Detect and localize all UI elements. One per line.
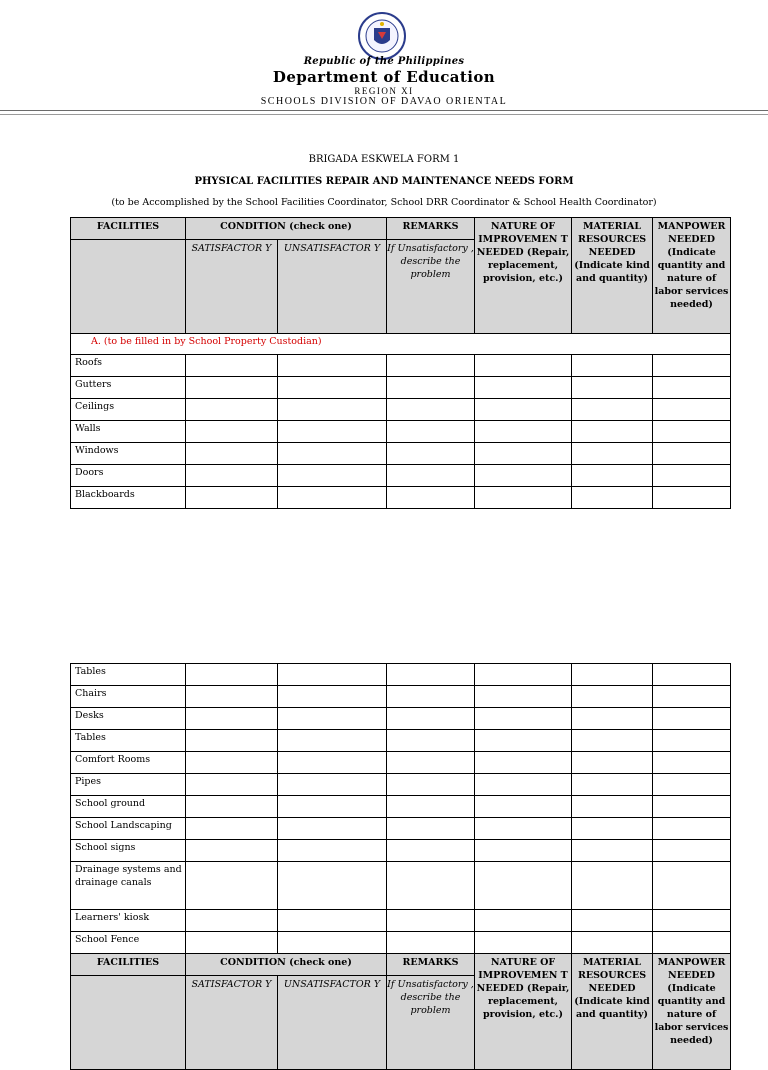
cell-input[interactable] [278,708,387,730]
cell-input[interactable] [387,465,475,487]
cell-input[interactable] [387,708,475,730]
section-a-label: A. (to be filled in by School Property Custodian) [71,334,731,355]
cell-input[interactable] [572,708,653,730]
facility-item: Walls [71,421,186,443]
letterhead-republic: Republic of the Philippines [303,56,465,67]
cell-input[interactable] [653,932,731,954]
cell-input[interactable] [572,752,653,774]
cell-input[interactable] [186,910,278,932]
cell-input[interactable] [653,421,731,443]
facility-item: Drainage systems and drainage canals [71,862,186,910]
cell-input[interactable] [475,910,572,932]
cell-input[interactable] [475,443,572,465]
header-facilities-blank [71,240,186,334]
cell-input[interactable] [387,910,475,932]
cell-input[interactable] [387,818,475,840]
header-remarks-sub: If Unsatisfactory , describe the problem [387,240,475,334]
cell-input[interactable] [278,752,387,774]
cell-input[interactable] [387,730,475,752]
cell-input[interactable] [278,932,387,954]
form-name: BRIGADA ESKWELA FORM 1 [308,154,460,165]
header-remarks-sub: If Unsatisfactory , describe the problem [387,976,475,1070]
header-remarks: REMARKS [387,954,475,976]
facility-item: Roofs [71,355,186,377]
header-remarks: REMARKS [387,218,475,240]
cell-input[interactable] [186,752,278,774]
cell-input[interactable] [572,774,653,796]
cell-input[interactable] [475,377,572,399]
cell-input[interactable] [572,686,653,708]
letterhead-division: SCHOOLS DIVISION OF DAVAO ORIENTAL [260,96,508,107]
cell-input[interactable] [653,818,731,840]
cell-input[interactable] [186,465,278,487]
cell-input[interactable] [653,443,731,465]
facility-item: School Fence [71,932,186,954]
header-satisfactory: SATISFACTOR Y [186,240,278,334]
cell-input[interactable] [572,399,653,421]
form-subtitle: (to be Accomplished by the School Facilities Coordinator, School DRR Coordinator & School Health Coordinator) [111,197,657,208]
cell-input[interactable] [572,443,653,465]
cell-input[interactable] [475,421,572,443]
header-condition: CONDITION (check one) [186,954,387,976]
cell-input[interactable] [186,730,278,752]
deped-seal-icon [349,12,415,60]
facility-item: Gutters [71,377,186,399]
cell-input[interactable] [475,774,572,796]
cell-input[interactable] [278,664,387,686]
facility-item: Comfort Rooms [71,752,186,774]
cell-input[interactable] [278,487,387,509]
cell-input[interactable] [186,840,278,862]
cell-input[interactable] [278,355,387,377]
cell-input[interactable] [387,487,475,509]
cell-input[interactable] [278,443,387,465]
cell-input[interactable] [653,399,731,421]
cell-input[interactable] [278,399,387,421]
cell-input[interactable] [387,443,475,465]
facility-item: Blackboards [71,487,186,509]
header-nature: NATURE OF IMPROVEMEN T NEEDED (Repair, replacement, provision, etc.) [475,218,572,334]
cell-input[interactable] [572,796,653,818]
header-material: MATERIAL RESOURCES NEEDED (Indicate kind and quantity) [572,954,653,1070]
cell-input[interactable] [475,708,572,730]
header-satisfactory: SATISFACTOR Y [186,976,278,1070]
cell-input[interactable] [186,443,278,465]
header-facilities-blank [71,976,186,1070]
cell-input[interactable] [186,862,278,910]
facilities-table-page-1 [70,217,731,509]
cell-input[interactable] [572,818,653,840]
cell-input[interactable] [186,355,278,377]
cell-input[interactable] [387,774,475,796]
facility-item: Doors [71,465,186,487]
header-unsatisfactory: UNSATISFACTOR Y [278,976,387,1070]
cell-input[interactable] [572,377,653,399]
cell-input[interactable] [278,862,387,910]
cell-input[interactable] [278,818,387,840]
cell-input[interactable] [572,862,653,910]
cell-input[interactable] [186,399,278,421]
cell-input[interactable] [653,465,731,487]
facility-item: School Landscaping [71,818,186,840]
header-rule [0,110,768,111]
facility-item: School signs [71,840,186,862]
cell-input[interactable] [475,355,572,377]
cell-input[interactable] [475,730,572,752]
cell-input[interactable] [186,377,278,399]
cell-input[interactable] [186,686,278,708]
cell-input[interactable] [475,752,572,774]
cell-input[interactable] [572,932,653,954]
cell-input[interactable] [387,686,475,708]
cell-input[interactable] [572,730,653,752]
facility-item: Tables [71,730,186,752]
header-manpower: MANPOWER NEEDED (Indicate quantity and nature of labor services needed) [653,218,731,334]
cell-input[interactable] [186,487,278,509]
cell-input[interactable] [653,355,731,377]
cell-input[interactable] [186,818,278,840]
header-material: MATERIAL RESOURCES NEEDED (Indicate kind and quantity) [572,218,653,334]
cell-input[interactable] [186,774,278,796]
cell-input[interactable] [387,377,475,399]
cell-input[interactable] [387,355,475,377]
cell-input[interactable] [475,686,572,708]
letterhead-department: Department of Education [272,68,496,86]
cell-input[interactable] [475,840,572,862]
cell-input[interactable] [278,840,387,862]
cell-input[interactable] [475,487,572,509]
cell-input[interactable] [387,840,475,862]
cell-input[interactable] [653,708,731,730]
cell-input[interactable] [572,910,653,932]
cell-input[interactable] [387,932,475,954]
cell-input[interactable] [186,421,278,443]
header-facilities: FACILITIES [71,218,186,240]
cell-input[interactable] [475,862,572,910]
cell-input[interactable] [653,664,731,686]
cell-input[interactable] [653,796,731,818]
header-facilities: FACILITIES [71,954,186,976]
cell-input[interactable] [387,399,475,421]
cell-input[interactable] [653,840,731,862]
cell-input[interactable] [572,487,653,509]
cell-input[interactable] [653,862,731,910]
header-condition: CONDITION (check one) [186,218,387,240]
cell-input[interactable] [475,932,572,954]
cell-input[interactable] [475,796,572,818]
facility-item: School ground [71,796,186,818]
header-manpower: MANPOWER NEEDED (Indicate quantity and nature of labor services needed) [653,954,731,1070]
cell-input[interactable] [278,774,387,796]
cell-input[interactable] [572,355,653,377]
facility-item: Chairs [71,686,186,708]
cell-input[interactable] [475,399,572,421]
facility-item: Desks [71,708,186,730]
cell-input[interactable] [186,796,278,818]
cell-input[interactable] [278,796,387,818]
cell-input[interactable] [653,377,731,399]
cell-input[interactable] [186,708,278,730]
cell-input[interactable] [186,932,278,954]
cell-input[interactable] [572,465,653,487]
cell-input[interactable] [475,818,572,840]
letterhead [0,0,768,118]
cell-input[interactable] [653,774,731,796]
letterhead-region: REGION XI [354,86,414,96]
cell-input[interactable] [278,910,387,932]
cell-input[interactable] [572,840,653,862]
cell-input[interactable] [387,862,475,910]
cell-input[interactable] [278,730,387,752]
cell-input[interactable] [387,752,475,774]
facility-item: Learners' kiosk [71,910,186,932]
cell-input[interactable] [387,664,475,686]
cell-input[interactable] [186,664,278,686]
facilities-table-page-2 [70,663,731,1070]
cell-input[interactable] [475,465,572,487]
facility-item: Windows [71,443,186,465]
cell-input[interactable] [653,910,731,932]
cell-input[interactable] [278,377,387,399]
cell-input[interactable] [387,796,475,818]
facility-item: Pipes [71,774,186,796]
header-rule-secondary [0,114,768,115]
header-unsatisfactory: UNSATISFACTOR Y [278,240,387,334]
cell-input[interactable] [653,752,731,774]
cell-input[interactable] [278,421,387,443]
cell-input[interactable] [475,664,572,686]
cell-input[interactable] [387,421,475,443]
cell-input[interactable] [278,465,387,487]
cell-input[interactable] [653,487,731,509]
cell-input[interactable] [653,730,731,752]
cell-input[interactable] [653,686,731,708]
form-title: PHYSICAL FACILITIES REPAIR AND MAINTENANCE NEEDS FORM [194,176,574,187]
cell-input[interactable] [572,421,653,443]
header-nature: NATURE OF IMPROVEMEN T NEEDED (Repair, replacement, provision, etc.) [475,954,572,1070]
cell-input[interactable] [278,686,387,708]
cell-input[interactable] [572,664,653,686]
facility-item: Tables [71,664,186,686]
facility-item: Ceilings [71,399,186,421]
